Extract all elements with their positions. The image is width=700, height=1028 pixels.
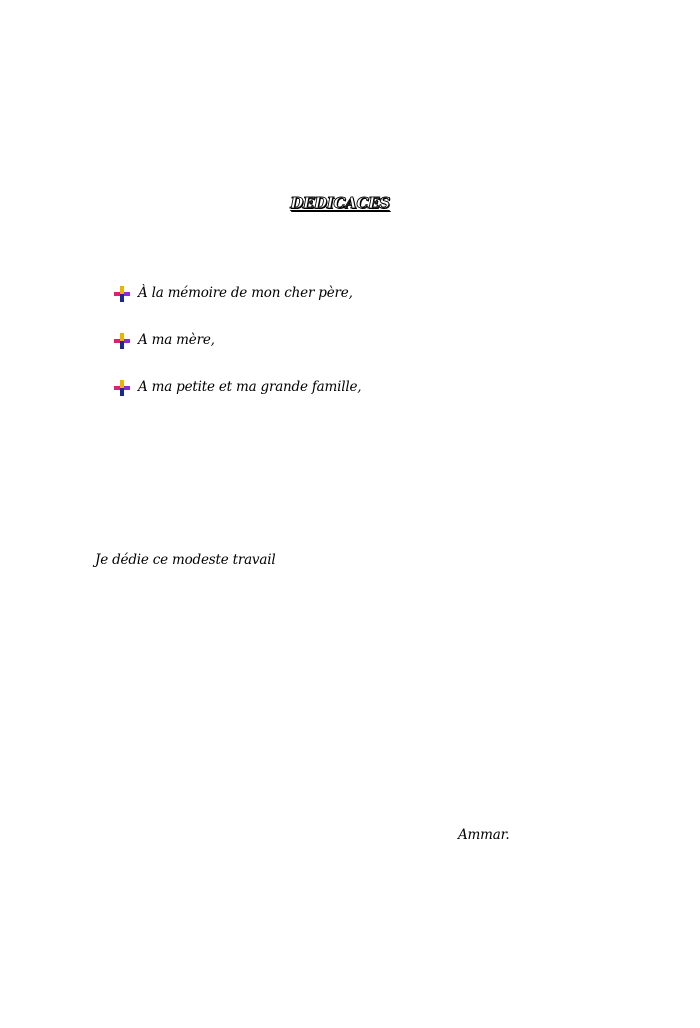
list-item — [114, 331, 361, 378]
colored-cross-bullet-icon — [114, 333, 130, 349]
colored-cross-bullet-icon — [114, 380, 130, 396]
colored-cross-bullet-icon — [114, 286, 130, 302]
list-item-text: A ma petite et ma grande famille, — [138, 379, 362, 395]
signature: Ammar. — [458, 827, 510, 843]
page-title: DEDICACES — [290, 194, 390, 212]
list-item — [114, 378, 361, 425]
list-item-text: À la mémoire de mon cher père, — [138, 285, 353, 301]
list-item — [114, 284, 361, 331]
dedication-text: Je dédie ce modeste travail — [95, 552, 276, 568]
dedication-list — [114, 284, 361, 425]
list-item-text: A ma mère, — [138, 332, 215, 348]
